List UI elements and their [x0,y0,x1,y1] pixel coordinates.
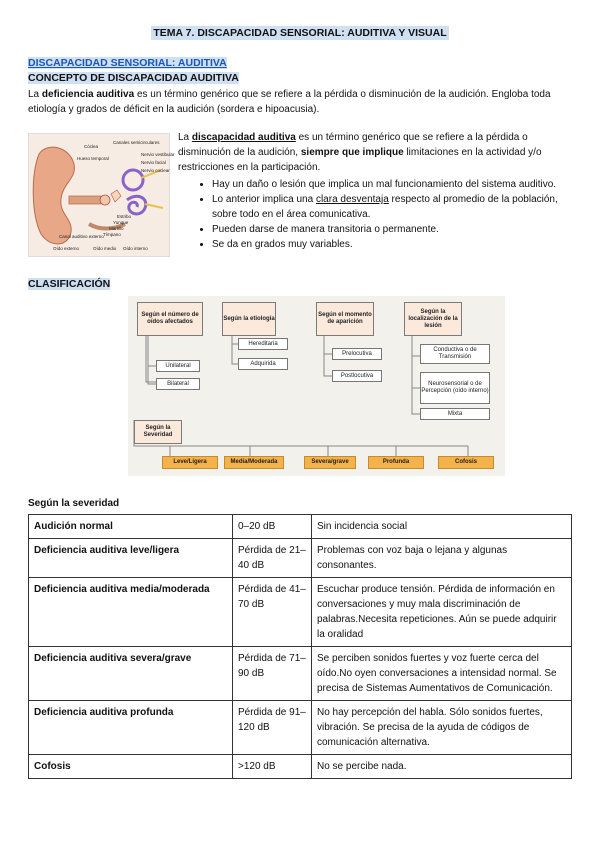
ear-label: Estribo [117,214,132,219]
table-cell-desc: Sin incidencia social [312,515,572,539]
table-cell-level: Audición normal [29,515,233,539]
table-cell-range: Pérdida de 71–90 dB [233,647,312,701]
table-cell-level: Cofosis [29,755,233,779]
severity-item: Severa/grave [304,456,356,469]
table-cell-desc: Escuchar produce tensión. Pérdida de información en conversaciones y muy mala discriminación de palabras.Necesita repeticiones. Aún se puede adquirir la oralidad [312,578,572,647]
group-item: Prelocutiva [332,348,382,360]
ear-label: Canal auditivo externo [59,234,104,239]
severity-table [28,514,572,779]
definition-block [178,130,576,252]
ear-label: Nervio facial [141,160,166,165]
table-row [29,755,572,779]
table-cell-desc: Se perciben sonidos fuertes y voz fuerte cerca del oído.No oyen conversaciones a intensidad normal. Se precisa de Sistemas Aumentativos de Comunicación. [312,647,572,701]
ear-label: Canales semicirculares [113,140,160,145]
group-head-oidos: Según el número de oídos afectados [137,302,203,336]
list-item: • Pueden darse de manera transitoria o permanente. [212,222,576,237]
table-row [29,647,572,701]
group-item: Hereditaria [238,338,288,350]
table-cell-desc: No se percibe nada. [312,755,572,779]
list-item: • Hay un daño o lesión que implica un mal funcionamiento del sistema auditivo. [212,177,576,192]
group-head-etiologia: Según la etiología [222,302,276,336]
table-row [29,515,572,539]
group-item: Conductiva o de Transmisión [420,344,490,364]
group-item: Postlocutiva [332,370,382,382]
severity-item: Profunda [368,456,424,469]
ear-label: Oído externo [53,246,80,251]
group-head-localizacion: Según la localización de la lesión [404,302,462,336]
table-row [29,701,572,755]
group-item: Neurosensorial o de Percepción (oído interno) [420,372,490,404]
group-item: Bilateral [156,378,200,390]
list-item: • Lo anterior implica una clara desventaja respecto al promedio de la población, sobre todo en el área comunicativa. [212,192,576,222]
ear-label: Nervio vestibular [141,152,175,157]
table-cell-level: Deficiencia auditiva media/moderada [29,578,233,647]
intro-paragraph: La deficiencia auditiva es un término genérico que se refiere a la pérdida o disminución de la audición. Engloba toda etiología y grados de déficit en la audición (sordera e hipoacusia). [28,89,551,115]
group-item: Mixta [420,408,490,420]
table-row [29,578,572,647]
table-cell-level: Deficiencia auditiva leve/ligera [29,539,233,578]
classification-diagram [128,296,505,476]
group-item: Unilateral [156,360,200,372]
discapacidad-paragraph: La discapacidad auditiva es un término genérico que se refiere a la pérdida o disminución de la audición, siempre que implique limitaciones en la actividad y/o restricciones en la participación. [178,132,542,173]
ear-label: Nervio coclear [141,168,170,173]
table-row [29,539,572,578]
severity-title: Según la severidad [28,498,120,509]
concept-heading: CONCEPTO DE DISCAPACIDAD AUDITIVA [28,72,239,84]
page-title: TEMA 7. DISCAPACIDAD SENSORIAL: AUDITIVA Y VISUAL [153,27,447,39]
table-cell-desc: No hay percepción del habla. Sólo sonidos fuertes, vibración. Se precisa de la ayuda de códigos de comunicación alternativa. [312,701,572,755]
group-item: Adquirida [238,358,288,370]
ear-label: Tímpano [103,232,121,237]
table-cell-desc: Problemas con voz baja o lejana y algunas consonantes. [312,539,572,578]
table-cell-range: Pérdida de 91–120 dB [233,701,312,755]
table-cell-range: Pérdida de 21–40 dB [233,539,312,578]
group-head-severidad: Según la Severidad [134,420,182,444]
classification-heading: CLASIFICACIÓN [28,278,111,290]
bullet-list [178,177,576,252]
ear-label: Oído interno [123,246,148,251]
table-cell-range: Pérdida de 41–70 dB [233,578,312,647]
table-cell-range: >120 dB [233,755,312,779]
severity-item: Media/Moderada [224,456,284,469]
ear-label: Cóclea [84,144,99,149]
ear-label: Hueso temporal [77,156,109,161]
severity-item: Leve/Ligera [162,456,218,469]
ear-label: Oído medio [93,246,117,251]
table-cell-level: Deficiencia auditiva severa/grave [29,647,233,701]
ear-label: Yunque [113,220,129,225]
table-cell-range: 0–20 dB [233,515,312,539]
severity-item: Cofosis [438,456,494,469]
ear-label: Martillo [109,226,124,231]
section-heading: DISCAPACIDAD SENSORIAL: AUDITIVA [28,57,227,69]
list-item: • Se da en grados muy variables. [212,237,576,252]
group-head-momento: Según el momento de aparición [316,302,374,336]
table-cell-level: Deficiencia auditiva profunda [29,701,233,755]
ear-anatomy-image [28,133,175,257]
